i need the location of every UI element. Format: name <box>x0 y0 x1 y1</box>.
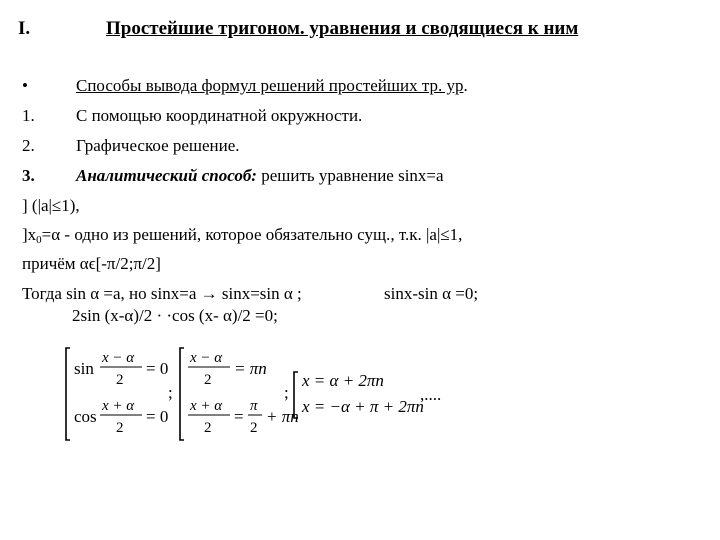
body-line: 2sin (x-α)/2 · ·cos (x- α)/2 =0; <box>72 306 278 325</box>
list-marker: 1. <box>22 106 35 125</box>
denominator: 2 <box>250 420 258 436</box>
func-sin: sin <box>74 359 94 378</box>
system-bracket <box>180 348 184 440</box>
numerator: π <box>250 398 258 414</box>
numerator: x − α <box>190 350 223 366</box>
body-text: ]x <box>22 225 37 244</box>
equation-rhs: = πn <box>234 359 267 378</box>
subscript: 0 <box>36 234 42 246</box>
body-line: причём αϵ[-π/2;π/2] <box>22 254 161 273</box>
body-line: sinx-sin α =0; <box>384 284 479 303</box>
list-item-text: решить уравнение sinx=a <box>256 166 444 185</box>
numerator: x + α <box>102 398 135 414</box>
equation-rhs: = 0 <box>146 407 169 426</box>
equation-rhs: = 0 <box>146 359 169 378</box>
separator: ; <box>168 383 173 402</box>
list-item-suffix: . <box>463 76 468 95</box>
system-bracket <box>66 348 70 440</box>
solution-line: x = α + 2πn <box>302 371 384 390</box>
equation-rhs: + πn <box>266 407 299 426</box>
list-marker: 2. <box>22 136 35 155</box>
denominator: 2 <box>116 372 124 388</box>
numerator: x − α <box>102 350 135 366</box>
list-item: С помощью координатной окружности. <box>76 106 363 125</box>
solution-line: x = −α + π + 2πn <box>302 397 424 416</box>
list-marker: • <box>22 76 28 95</box>
body-line: ] (|a|≤1), <box>22 196 80 215</box>
body-line: Тогда sin α =a, но sinx=a → sinx=sin α ; <box>22 284 302 303</box>
equals-sign: = <box>234 407 244 426</box>
numerator: x + α <box>190 398 223 414</box>
list-item-bold: Аналитический способ: <box>76 166 257 185</box>
list-item: Графическое решение. <box>76 136 240 155</box>
list-marker: 3. <box>22 166 35 185</box>
section-title: Простейшие тригоном. уравнения и сводящиеся к ним <box>106 18 579 39</box>
func-cos: cos <box>74 407 97 426</box>
denominator: 2 <box>204 420 212 436</box>
denominator: 2 <box>116 420 124 436</box>
list-item-text: Способы вывода формул решений простейших тр. ур <box>76 76 464 95</box>
section-number: I. <box>18 18 31 39</box>
ellipsis: ,.... <box>420 385 442 404</box>
separator: ; <box>284 383 289 402</box>
body-text: =α - одно из решений, которое обязательно сущ., т.к. |a|≤1, <box>41 225 463 244</box>
denominator: 2 <box>204 372 212 388</box>
